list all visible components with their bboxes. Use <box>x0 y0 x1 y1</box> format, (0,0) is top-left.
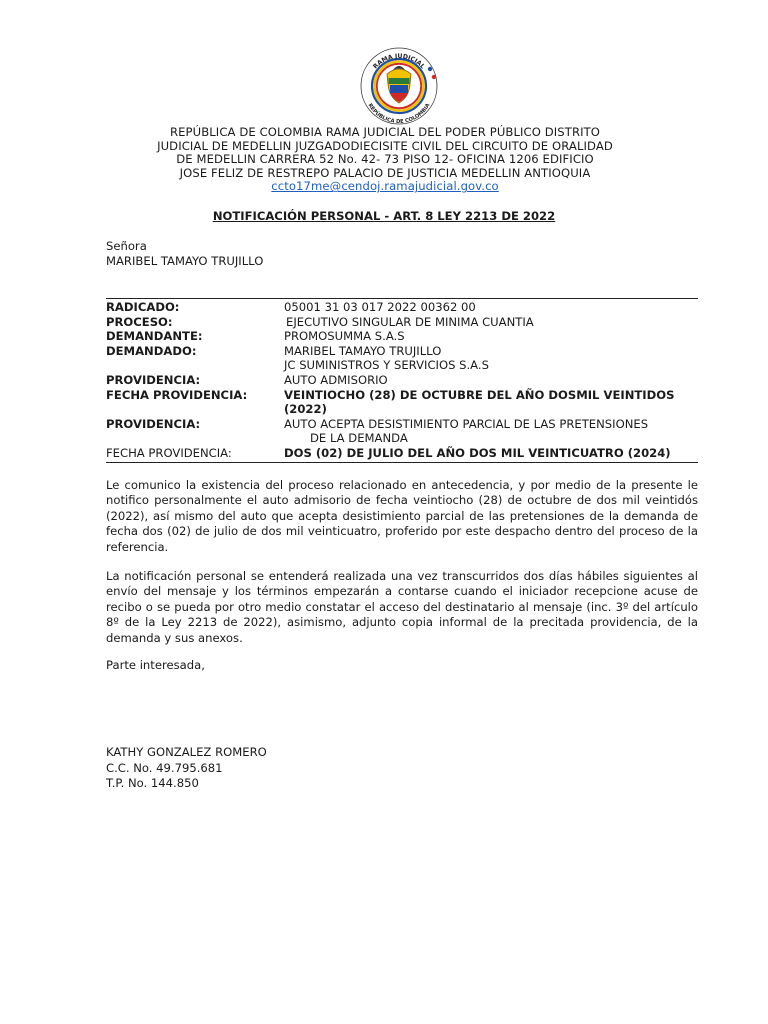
radicado-value: 05001 31 03 017 2022 00362 00 <box>284 300 476 314</box>
body-paragraph: Le comunico la existencia del proceso relacionado en antecedencia, y por medio de la presente le notifico personalmente el auto admisorio de fecha veintiocho (28) de octubre de dos mil veintidós (2022), así mismo del auto que acepta desistimiento parcial de las pretensiones de la demanda de fecha dos (02) de julio de dos mil veinticuatro, proferido por este despacho dentro del proceso de la referencia. <box>106 478 698 554</box>
demandado-label: DEMANDADO: <box>106 343 197 358</box>
document-title: NOTIFICACIÓN PERSONAL - ART. 8 LEY 2213 DE 2022 <box>212 209 556 223</box>
fecha-providencia-label: FECHA PROVIDENCIA: <box>106 387 248 402</box>
court-header <box>110 126 660 194</box>
judicial-seal-icon <box>350 44 448 128</box>
demandado-value-2: JC SUMINISTROS Y SERVICIOS S.A.S <box>284 358 489 373</box>
demandante-value: PROMOSUMMA S.A.S <box>284 329 405 344</box>
recipient-salutation: Señora <box>106 239 147 253</box>
signature-block <box>106 745 267 792</box>
table-top-rule <box>106 298 698 299</box>
table-row <box>106 388 698 417</box>
table-row <box>106 344 698 359</box>
radicado-label: RADICADO: <box>106 300 180 314</box>
providencia-label: PROVIDENCIA: <box>106 372 201 387</box>
table-row <box>106 417 698 446</box>
table-row <box>106 329 698 344</box>
recipient-block <box>106 239 263 269</box>
proceso-value: EJECUTIVO SINGULAR DE MINIMA CUANTIA <box>286 314 534 329</box>
signer-tp: T.P. No. 144.850 <box>106 776 199 790</box>
proceso-label: PROCESO: <box>106 314 173 329</box>
table-row <box>106 446 698 461</box>
providencia-value: AUTO ADMISORIO <box>284 372 388 387</box>
table-row <box>106 373 698 388</box>
table-row <box>106 315 698 330</box>
demandado-value: MARIBEL TAMAYO TRUJILLO <box>284 343 442 358</box>
fecha-providencia-value: VEINTIOCHO (28) DE OCTUBRE DEL AÑO DOSMIL VEINTIDOS (2022) <box>284 387 675 417</box>
table-row <box>106 358 698 373</box>
header-line: JUDICIAL DE MEDELLIN JUZGADODIECISITE CIVIL DEL CIRCUITO DE ORALIDAD <box>157 138 613 153</box>
header-line: REPÚBLICA DE COLOMBIA RAMA JUDICIAL DEL PODER PÚBLICO DISTRITO <box>169 125 601 139</box>
signer-cc: C.C. No. 49.795.681 <box>106 760 223 775</box>
providencia-value-2: AUTO ACEPTA DESISTIMIENTO PARCIAL DE LAS PRETENSIONES <box>284 416 649 431</box>
providencia-label-2: PROVIDENCIA: <box>106 416 201 431</box>
court-email-link[interactable]: ccto17me@cendoj.ramajudicial.gov.co <box>271 179 499 194</box>
providencia-value-2-cont: DE LA DEMANDA <box>310 431 408 446</box>
header-line: JOSE FELIZ DE RESTREPO PALACIO DE JUSTICIA MEDELLIN ANTIOQUIA <box>179 165 591 180</box>
table-row <box>106 300 698 315</box>
signer-name: KATHY GONZALEZ ROMERO <box>106 745 267 759</box>
seal-top-text: RAMA JUDICIAL <box>372 52 426 71</box>
fecha-providencia-value-2: DOS (02) DE JULIO DEL AÑO DOS MIL VEINTICUATRO (2024) <box>284 445 671 460</box>
seal-bottom-text: REPÚBLICA DE COLOMBIA <box>366 102 432 126</box>
case-details-table <box>106 300 698 461</box>
closing-text: Parte interesada, <box>106 658 205 672</box>
recipient-name: MARIBEL TAMAYO TRUJILLO <box>106 254 264 268</box>
table-bottom-rule <box>106 462 698 463</box>
body-paragraph: La notificación personal se entenderá realizada una vez transcurridos dos días hábiles siguientes al envío del mensaje y los términos empezarán a contarse cuando el iniciador recepcione acuse de recibo o se pueda por otro medio constatar el acceso del destinatario al mensaje (inc. 3º del artículo 8º de la Ley 2213 de 2022), asimismo, adjunto copia informal de la precitada providencia, de la demanda y sus anexos. <box>106 569 698 645</box>
header-line: DE MEDELLIN CARRERA 52 No. 42- 73 PISO 12- OFICINA 1206 EDIFICIO <box>176 152 594 167</box>
fecha-providencia-label-2: FECHA PROVIDENCIA: <box>106 445 232 460</box>
demandante-label: DEMANDANTE: <box>106 329 203 344</box>
